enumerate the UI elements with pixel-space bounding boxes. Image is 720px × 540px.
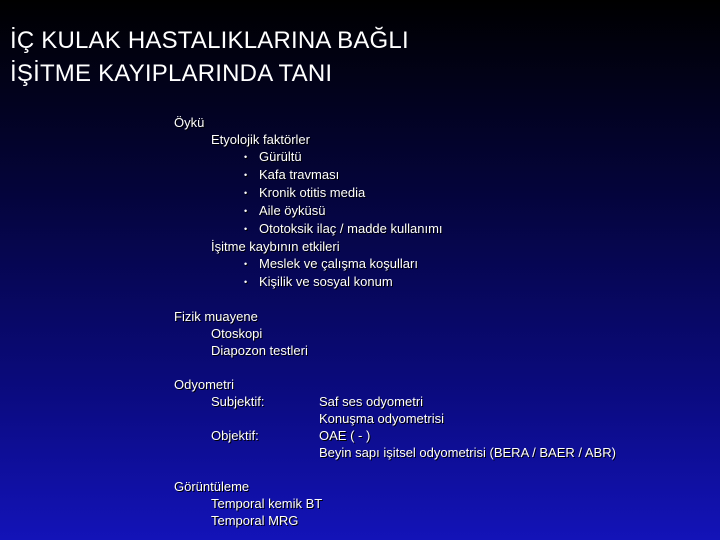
bullet-icon: • xyxy=(244,259,248,269)
subjective-row xyxy=(174,393,714,410)
physical-exam-item: Otoskopi xyxy=(211,326,263,341)
effects-item xyxy=(174,255,714,273)
bullet-icon: • xyxy=(244,277,248,287)
audiometry-heading: Odyometri xyxy=(174,377,234,392)
bullet-icon: • xyxy=(244,152,248,162)
objective-label: Objektif: xyxy=(211,428,259,443)
slide-body xyxy=(174,114,714,529)
objective-row xyxy=(174,444,714,461)
effects-item-label: Meslek ve çalışma koşulları xyxy=(259,256,418,271)
history-heading: Öykü xyxy=(174,115,205,130)
etiology-item xyxy=(174,166,714,184)
slide-title-line-2: İŞİTME KAYIPLARINDA TANI xyxy=(10,60,333,87)
bullet-icon: • xyxy=(244,206,248,216)
slide-title xyxy=(10,24,409,90)
section-spacer xyxy=(174,359,714,376)
bullet-icon: • xyxy=(244,224,248,234)
subjective-value: Konuşma odyometrisi xyxy=(319,411,444,426)
slide-title-line-1: İÇ KULAK HASTALIKLARINA BAĞLI xyxy=(10,27,409,54)
etiology-heading: Etyolojik faktörler xyxy=(211,132,310,147)
bullet-icon: • xyxy=(244,188,248,198)
effects-item-label: Kişilik ve sosyal konum xyxy=(259,274,393,289)
etiology-item-label: Aile öyküsü xyxy=(259,203,326,218)
etiology-item xyxy=(174,184,714,202)
history-section xyxy=(174,114,714,291)
objective-value: OAE ( - ) xyxy=(319,428,371,443)
etiology-item xyxy=(174,148,714,166)
section-spacer xyxy=(174,461,714,478)
section-spacer xyxy=(174,291,714,308)
subjective-row xyxy=(174,410,714,427)
physical-exam-heading: Fizik muayene xyxy=(174,309,258,324)
subjective-label: Subjektif: xyxy=(211,394,265,409)
etiology-item-label: Kafa travması xyxy=(259,167,340,182)
audiometry-section xyxy=(174,376,714,461)
bullet-icon: • xyxy=(244,170,248,180)
etiology-item-label: Gürültü xyxy=(259,149,302,164)
etiology-item xyxy=(174,220,714,238)
imaging-section xyxy=(174,478,714,529)
imaging-item: Temporal kemik BT xyxy=(211,496,323,511)
physical-exam-item: Diapozon testleri xyxy=(211,343,308,358)
imaging-item: Temporal MRG xyxy=(211,513,299,528)
objective-row xyxy=(174,427,714,444)
imaging-heading: Görüntüleme xyxy=(174,479,250,494)
etiology-item-label: Kronik otitis media xyxy=(259,185,366,200)
physical-exam-section xyxy=(174,308,714,359)
objective-value: Beyin sapı işitsel odyometrisi (BERA / BAER / ABR) xyxy=(319,445,616,460)
effects-heading: İşitme kaybının etkileri xyxy=(211,239,340,254)
etiology-item-label: Ototoksik ilaç / madde kullanımı xyxy=(259,221,443,236)
etiology-item xyxy=(174,202,714,220)
effects-item xyxy=(174,273,714,291)
subjective-value: Saf ses odyometri xyxy=(319,394,424,409)
